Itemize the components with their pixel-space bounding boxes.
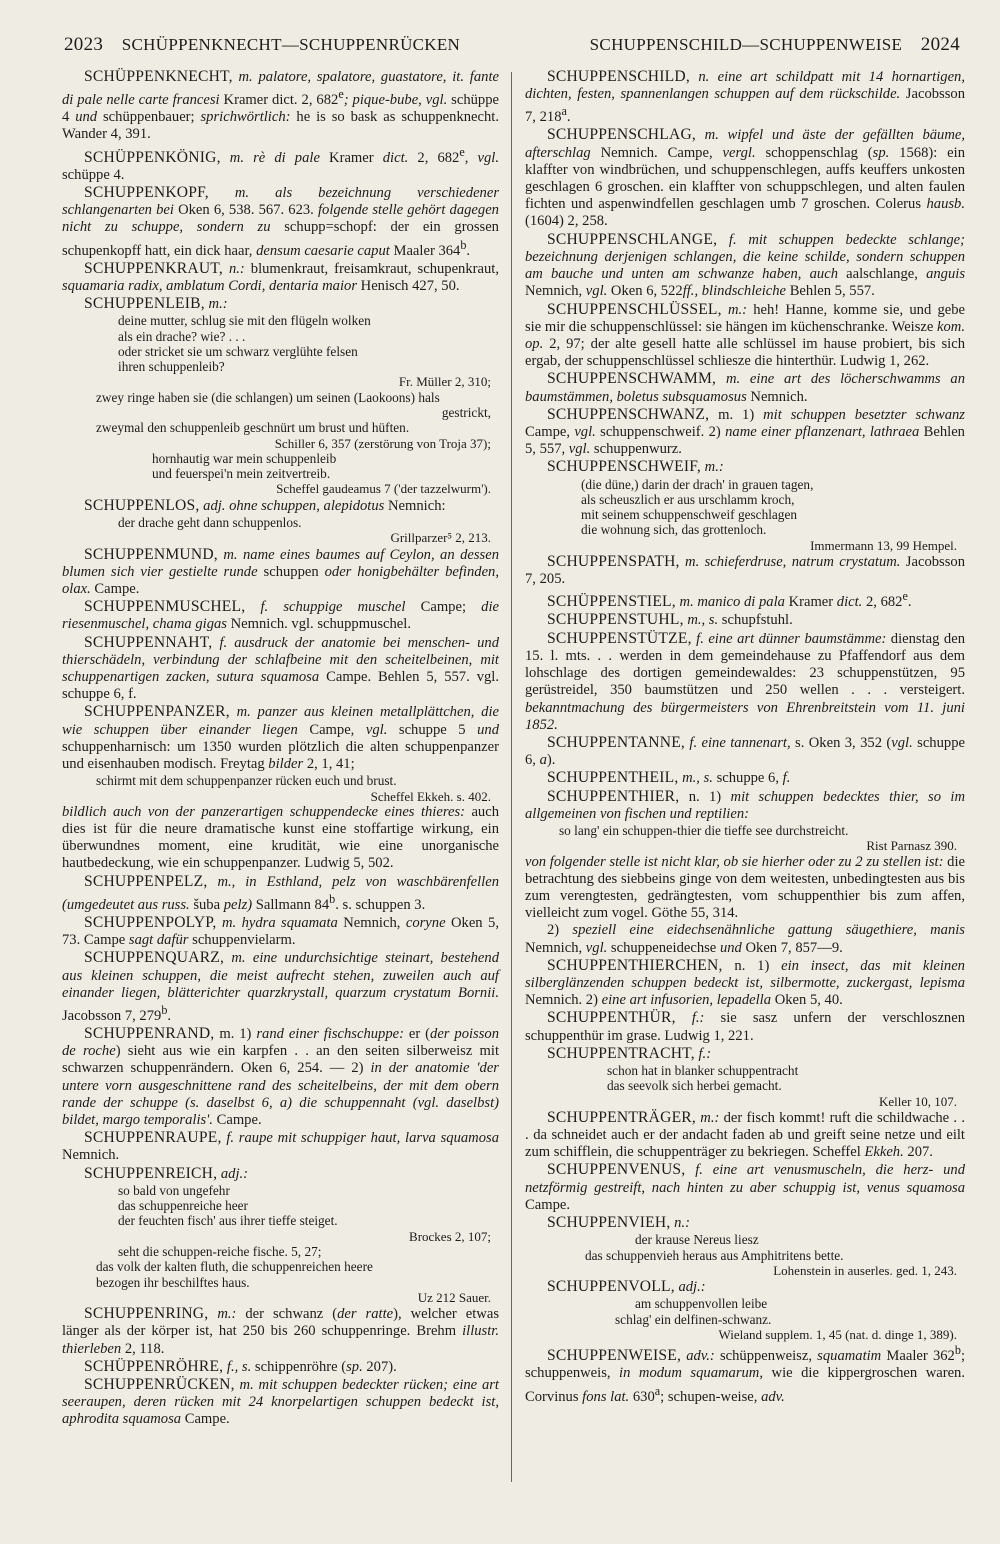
entry-schuppenschlange: SCHUPPENSCHLANGE, f. mit schuppen bedeckte schlange; bezeichnung derjenigen schlangen, die keine schilde, sondern schuppen am bauche und unten am schwanze haben, auch aalschlange, anguis Nemnich, vgl. Oken 6, 522ff., blindschleiche Behlen 5, 557. [525,230,965,300]
column-divider [511,72,512,1482]
headword: SCHUPPENTHIER, [547,787,680,805]
headword: SCHUPPENTRÄGER, [547,1108,697,1126]
entry-schuppenschwamm: SCHUPPENSCHWAMM, m. eine art des löcherschwamms an baumstämmen, boletus subsquamosus Nemnich. [525,370,965,405]
headword: SCHUPPENMUND, [84,545,218,563]
headword: SCHUPPENSPATH, [547,553,680,571]
quotation-source: Wieland supplem. 1, 45 (nat. d. dinge 1, 389). [718,1326,957,1342]
headword: SCHUPPENRÜCKEN, [84,1375,235,1393]
entry-schuppenkopf: SCHUPPENKOPF, m. als bezeichnung verschiedener schlangenarten bei Oken 6, 538. 567. 623. folgende stelle gehört dagegen nicht zu schuppe, sondern zu schupp=schopf: der ein grossen schupenkopff hatt, ein dick haar, densum caesarie caput Maaler 364$^b$. [62,183,499,259]
header-title-right: SCHUPPENSCHILD—SCHUPPENWEISE [589,35,903,54]
entry-schuppentheil: SCHUPPENTHEIL, m., s. schuppe 6, f. [547,769,791,787]
quotation: der drache geht dann schuppenlos. Grillparzer⁵ 2, 213. [118,514,491,546]
headword: SCHÜPPENSTIEL, [547,593,676,611]
quotation-source: Scheffel Ekkeh. s. 402. [370,788,491,804]
headword: SCHUPPENPELZ, [84,872,208,890]
entry-schuppenleib: SCHUPPENLEIB, m.: [84,295,228,313]
quotation: so bald von ungefehr das schuppenreiche heer der feuchten fisch' aus ihrer tieffe steiget. Brockes 2, 107; [118,1182,491,1244]
entry-schuppenschild: SCHUPPENSCHILD, n. eine art schildpatt mit 14 hornartigen, dichten, festen, spannenlangen schuppen auf dem rückschilde. Jacobsson 7, 218$^a$. [525,68,965,126]
entry-schuppenschlag: SCHUPPENSCHLAG, m. wipfel und äste der gefällten bäume, afterschlag Nemnich. Campe, vergl. schoppenschlag (sp. 1568): ein klaffter von windbrüchen, und schuppenschlegen, auffs keuffers unkosten geschlagen 6 groschen. ein klaffter von schuppschlegen, und alten faulen fichten und aspenwindfellen geschlagen umb 7 groschen. Colerus hausb. (1604) 2, 258. [525,126,966,230]
entry-schueppenkoenig: SCHÜPPENKÖNIG, m. rè di pale Kramer dict. 2, 682e, vgl. schüppe 4. [62,144,499,183]
entry-schuppenring: SCHUPPENRING, m.: der schwanz (der ratte), welcher etwas länger als der körper ist, hat 250 bis 260 schuppenringe. Brehm illustr. thierleben 2, 118. [62,1305,500,1357]
headword: SCHUPPENVOLL, [547,1278,675,1296]
headword: SCHUPPENSCHLAG, [547,126,697,144]
headword: SCHUPPENSTUHL, [547,611,684,629]
headword: SCHUPPENREICH, [84,1164,218,1182]
entry-schuppenkraut: SCHUPPENKRAUT, n.: blumenkraut, freisamkraut, schupenkraut, squamaria radix, amblatum Cordi, dentaria maior Henisch 427, 50. [62,259,499,294]
headword: SCHUPPENSCHWAMM, [547,370,717,388]
entry-continuation: von folgender stelle ist nicht klar, ob sie hierher oder zu 2 zu stellen ist: die betrachtung des siebbeins ginge von dem weitesten, unbedingtesten aus bis zum verengtesten, gedrängtesten, vom schuppenthier bis zum affen, vielleicht zum vogel. Göthe 55, 314. [525,853,965,922]
headword: SCHUPPENTANNE, [547,733,686,751]
entry-schuppenspath: SCHUPPENSPATH, m. schieferdruse, natrum crystatum. Jacobsson 7, 205. [525,553,965,588]
quotation: so lang' ein schuppen-thier die tieffe see durchstreicht. Rist Parnasz 390. [559,822,957,854]
quotation: hornhautig war mein schuppenleib und feuerspei'n mein zeitvertreib. Scheffel gaudeamus 7 ('der tazzelwurm'). [152,450,491,497]
headword: SCHUPPENVIEH, [547,1214,671,1232]
entry-schuppentracht: SCHUPPENTRACHT, f.: [547,1044,712,1062]
entry-schuppenstuhl: SCHUPPENSTUHL, m., s. schupfstuhl. [547,611,793,629]
entry-schuppenschweif: SCHUPPENSCHWEIF, m.: [547,458,724,476]
headword: SCHUPPENKOPF, [84,183,209,201]
headword: SCHUPPENPANZER, [84,703,230,721]
quotation: der krause Nereus liesz das schuppenvieh heraus aus Amphitritens bette. Lohenstein in auserles. ged. 1, 243. [585,1232,957,1278]
header-title-left: SCHÜPPENKNECHT—SCHUPPENRÜCKEN [121,35,461,54]
quotation: zwey ringe haben sie (die schlangen) um seinen (Laokoons) hals gestrickt, zweymal den schuppenleib geschnürt um brust und hüften. Schiller 6, 357 (zerstörung von Troja 37); [96,389,491,451]
entry-schuppenraupe: SCHUPPENRAUPE, f. raupe mit schuppiger haut, larva squamosa Nemnich. [62,1129,499,1164]
page-number-right: 2024 [920,34,960,55]
entry-schuppenthuer: SCHUPPENTHÜR, f.: sie sasz unfern der verschlosznen schuppenthür im grase. Ludwig 1, 221. [525,1009,965,1044]
entry-schuppenstuetze: SCHUPPENSTÜTZE, f. eine art dünner baumstämme: dienstag den 15. l. mts. . . werden in dem gemeindehause zu Pfaffendorf aus dem lohschlage des dortigen gemeindewaldes: 23 schuppenstützen, 95 gerüstreidel, 350 baumstützen und 250 wellen . . . versteigert. bekanntmachung des bürgermeisters von Ehrenbreitstein vom 11. juni 1852. [525,629,965,733]
headword: SCHÜPPENKÖNIG, [84,148,221,166]
headword: SCHÜPPENKNECHT, [84,68,233,85]
entry-schuppenthierchen: SCHUPPENTHIERCHEN, n. 1) ein insect, das mit kleinen silberglänzenden schuppen bedeckt ist, silbermotte, zuckergast, lepisma Nemnich. 2) eine art infusorien, lepadella Oken 5, 40. [525,956,965,1009]
headword: SCHUPPENSCHLANGE, [547,230,718,248]
headword: SCHUPPENQUARZ, [84,949,225,967]
entry-schuppenreich: SCHUPPENREICH, adj.: [84,1164,249,1182]
headword: SCHUPPENTHIERCHEN, [547,956,723,974]
entry-schuppenpolyp: SCHUPPENPOLYP, m. hydra squamata Nemnich, coryne Oken 5, 73. Campe sagt dafür schuppenvielarm. [62,913,499,949]
quotation-source: Schiller 6, 357 (zerstörung von Troja 37); [274,435,491,451]
headword: SCHUPPENLEIB, [84,295,205,313]
entry-schuppenmuschel: SCHUPPENMUSCHEL, f. schuppige muschel Campe; die riesenmuschel, chama gigas Nemnich. vgl. schuppmuschel. [62,598,499,633]
quotation: schirmt mit dem schuppenpanzer rücken euch und brust. Scheffel Ekkeh. s. 402. [96,773,491,804]
entry-schuppenvoll: SCHUPPENVOLL, adj.: [547,1278,706,1296]
headword: SCHUPPENTRACHT, [547,1044,695,1062]
quotation-source: Brockes 2, 107; [409,1228,491,1244]
headword: SCHUPPENNAHT, [84,633,213,651]
headword: SCHUPPENTHEIL, [547,769,679,787]
entry-schuppenschluessel: SCHUPPENSCHLÜSSEL, m.: heh! Hanne, komme sie, und gebe sie mir die schuppenschlüssel: sie hängen im küchenschranke. Weisze kom. op. 2, 97; der alte gesell hatte alle schlüssel im hause probiert, bis sich ergab, der schuppenschlüssel schliesze die hinterthür. Ludwig 1, 262. [525,300,965,370]
entry-schuppenpelz: SCHUPPENPELZ, m., in Esthland, pelz von waschbärenfellen (umgedeutet aus russ. šuba pelz) Sallmann 84$^b$. s. schuppen 3. [62,872,499,913]
entry-schueppenknecht: SCHÜPPENKNECHT, m. palatore, spalatore, guastatore, it. fante di pale nelle carte francesi Kramer dict. 2, 682e; pique-bube, vgl. schüppe 4 und schüppenbauer; sprichwörtlich: he is so bask as schuppenknecht. Wander 4, 391. [62,68,499,143]
quotation: deine mutter, schlug sie mit den flügeln wolken als ein drache? wie? . . . oder stricket sie um schwarz verglühte felsen ihren schuppenleib? Fr. Müller 2, 310; [118,313,491,390]
quotation-source: Lohenstein in auserles. ged. 1, 243. [773,1262,957,1278]
entry-continuation: 2) speziell eine eidechsenähnliche gattung säugethiere, manis Nemnich, vgl. schuppeneidechse und Oken 7, 857—9. [525,922,965,956]
entry-schuppenthier: SCHUPPENTHIER, n. 1) mit schuppen bedecktes thier, so im allgemeinen von fischen und reptilien: [525,787,965,822]
entry-schuppennaht: SCHUPPENNAHT, f. ausdruck der anatomie bei menschen- und thierschädeln, verbindung der schlafbeine mit den scheitelbeinen, mit schuppenartigen zacken, sutura squamosa Campe. Behlen 5, 557. vgl. schuppe 6, f. [62,633,499,703]
headword: SCHUPPENTHÜR, [547,1009,676,1027]
headword: SCHUPPENRAND, [84,1024,215,1042]
headword: SCHUPPENMUSCHEL, [84,598,246,616]
left-column [62,68,499,1429]
headword: SCHÜPPENRÖHRE, [84,1357,224,1375]
quotation-source: Keller 10, 107. [879,1093,957,1109]
quotation-source: Rist Parnasz 390. [866,838,957,854]
entry-schuppenschwanz: SCHUPPENSCHWANZ, m. 1) mit schuppen besetzter schwanz Campe, vgl. schuppenschweif. 2) name einer pflanzenart, lathraea Behlen 5, 557, vgl. schuppenwurz. [525,405,965,458]
entry-schuppenvieh: SCHUPPENVIEH, n.: [547,1214,690,1232]
quotation: am schuppenvollen leibe schlag' ein delfinen-schwanz. Wieland supplem. 1, 45 (nat. d. dinge 1, 389). [615,1296,957,1342]
quotation-source: Uz 212 Sauer. [417,1289,491,1305]
quotation-source: Immermann 13, 99 Hempel. [810,537,957,553]
headword: SCHUPPENVENUS, [547,1161,686,1179]
headword: SCHUPPENPOLYP, [84,913,217,931]
headword: SCHUPPENKRAUT, [84,259,223,277]
running-header-right [590,34,960,56]
quotation: das volk der kalten fluth, die schuppenreichen heere bezogen ihr beschilftes haus. Uz 212 Sauer. [96,1259,491,1305]
quotation-source: Fr. Müller 2, 310; [398,374,491,390]
running-header-left [64,34,460,56]
quotation-source: Scheffel gaudeamus 7 ('der tazzelwurm'). [276,481,491,497]
quotation-source: Grillparzer⁵ 2, 213. [390,530,491,546]
entry-schuppenlos: SCHUPPENLOS, adj. ohne schuppen, alepidotus Nemnich: [84,496,446,514]
entry-schuppentraeger: SCHUPPENTRÄGER, m.: der fisch kommt! ruft die schildwache . . . da schneidet auch er der andacht faden ab und greift seine netze und eilt zum schifflein, die schuppenträger zu bekriegen. Scheffel Ekkeh. 207. [525,1108,965,1161]
headword: SCHUPPENSCHWANZ, [547,405,710,423]
headword: SCHUPPENSCHILD, [547,68,690,85]
headword: SCHUPPENLOS, [84,496,200,514]
quotation: seht die schuppen-reiche fische. 5, 27; [118,1243,322,1259]
entry-schuppenruecken: SCHUPPENRÜCKEN, m. mit schuppen bedeckter rücken; eine art seeraupen, deren rücken mit 24 knorpelartigen schuppen bedeckt ist, aphrodita squamosa Campe. [62,1375,499,1428]
page-number-left: 2023 [64,34,104,55]
quotation: (die düne,) darin der drach' in grauen tagen, als scheuszlich er aus urschlamm kroch, mit seinem schuppenschweif geschlagen die wohnung sich, das grottenloch. Immermann 13, 99 Hempel. [581,476,957,553]
entry-schueppenstiel: SCHÜPPENSTIEL, m. manico di pala Kramer dict. 2, 682e. [547,589,912,611]
headword: SCHUPPENSTÜTZE, [547,629,692,647]
entry-schuppenweise: SCHUPPENWEISE, adv.: schüppenweisz, squamatim Maaler 362$^b$; schuppenweis, in modum squamarum, wie die kippergroschen waren. Corvinus fons lat. 630$^a$; schupen-weise, adv. [525,1343,966,1405]
entry-schuppenquarz: SCHUPPENQUARZ, m. eine undurchsichtige steinart, bestehend aus kleinen schuppen, die meist aufrecht stehen, zuweilen auch auf einander liegen, blätterichter quarzkrystall, quarzum crystatum Bornii. Jacobsson 7, 279$^b$. [62,949,499,1024]
headword: SCHUPPENSCHLÜSSEL, [547,300,722,318]
entry-schuppentanne: SCHUPPENTANNE, f. eine tannenart, s. Oken 3, 352 (vgl. schuppe 6, a). [525,733,965,769]
right-column [525,68,965,1406]
headword: SCHUPPENWEISE, [547,1347,682,1365]
headword: SCHUPPENRING, [84,1305,209,1323]
entry-schuppenvenus: SCHUPPENVENUS, f. eine art venusmuscheln, die herz- und netzförmig gestreift, nach hinten zu aber schuppig ist, venus squamosa Campe. [525,1161,965,1213]
headword: SCHUPPENRAUPE, [84,1129,222,1147]
entry-schueppenroehre: SCHÜPPENRÖHRE, f., s. schippenröhre (sp. 207). [84,1357,397,1375]
entry-schuppenpanzer: SCHUPPENPANZER, m. panzer aus kleinen metallplättchen, die wie schuppen über einander liegen Campe, vgl. schuppe 5 und schuppenharnisch: um 1350 wurden plötzlich die alten schuppenpanzer und eisenhauben modisch. Freytag bilder 2, 1, 41; [62,703,499,773]
quotation: schon hat in blanker schuppentracht das seevolk sich herbei gemacht. Keller 10, 107. [607,1062,957,1109]
entry-schuppenrand: SCHUPPENRAND, m. 1) rand einer fischschuppe: er (der poisson de roche) sieht aus wie ein karpfen . . an den seiten silberweisz mit schwarzen schuppenrändern. Oken 6, 254. — 2) in der anatomie 'der untere vorn ausgeschnittene rand des scheitelbeins, der mit dem obern rande der schuppe (s. daselbst 6, a) die schuppennaht (vgl. daselbst) bildet, margo temporalis'. Campe. [62,1024,500,1128]
headword: SCHUPPENSCHWEIF, [547,458,702,476]
entry-schuppenmund: SCHUPPENMUND, m. name eines baumes auf Ceylon, an dessen blumen sich vier gestielte runde schuppen oder honigbehälter befinden, olax. Campe. [62,545,499,597]
entry-continuation: bildlich auch von der panzerartigen schuppendecke eines thieres: auch dies ist für die neure dramatische kunst eine stoffartige wirkung, ein überwundnes moment, eine krudität, wie eine unorganische hautbedeckung, wie ein schuppenpanzer. Ludwig 5, 502. [62,803,499,872]
